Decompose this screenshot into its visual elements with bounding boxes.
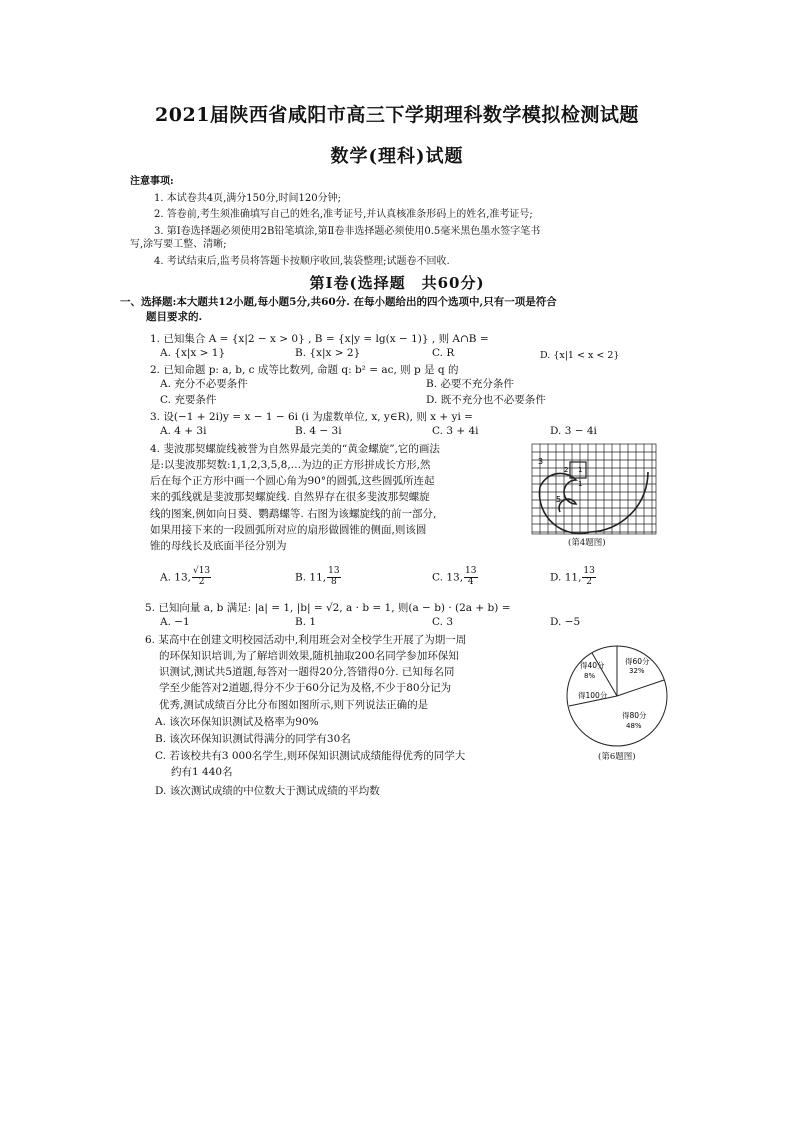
- question-stem: 是:以斐波那契数:1,1,2,3,5,8,…为边的正方形拼成长方形,然: [150, 459, 431, 472]
- option-d: D. 3 − 4i: [550, 425, 597, 438]
- option-a: A. 13, $\frac{√13}{2}$: [160, 566, 211, 587]
- option-d: D. −5: [550, 616, 581, 629]
- part-text: 本大题共12小题,每小题5分,共60分. 在每小题给出的四个选项中,只有一项是符合: [176, 296, 557, 308]
- option-a: A. 该次环保知识测试及格率为90%: [155, 715, 319, 728]
- fig-label: 2: [564, 466, 569, 474]
- question-3: [150, 411, 650, 440]
- option-b: B. 1: [295, 616, 317, 629]
- option-b: B. {x|x > 2}: [295, 347, 361, 360]
- question-6: [145, 634, 565, 798]
- part-intro: [120, 296, 650, 324]
- question-stem: 锥的母线长及底面半径分别为: [150, 539, 287, 552]
- score-pie-chart: [562, 640, 672, 752]
- option-c: C. 充要条件: [160, 394, 217, 407]
- question-4-options: [150, 566, 650, 593]
- option-c: C. R: [432, 347, 455, 360]
- option-a: A. {x|x > 1}: [160, 347, 226, 360]
- option-c-cont: 约有1 440名: [171, 766, 233, 778]
- instruction-item: 写,涂写要工整、清晰;: [130, 239, 227, 250]
- pie-label-100: 得100分: [578, 691, 608, 700]
- question-stem: 3. 设(−1 + 2i)y = x − 1 − 6i (i 为虚数单位, x, y∈R), 则 x + yi =: [150, 411, 473, 423]
- option-b: B. 必要不充分条件: [426, 378, 514, 391]
- question-stem: 如果用接下来的一段圆弧所对应的扇形做圆锥的侧面,则该圆: [150, 523, 427, 536]
- instruction-item: 1. 本试卷共4页,满分150分,时间120分钟;: [154, 192, 341, 204]
- question-2: [150, 364, 650, 409]
- question-stem: 优秀,测试成绩百分比分布图如图所示,则下列说法正确的是: [159, 698, 429, 711]
- pie-pct-60: 32%: [629, 667, 645, 675]
- part-text: 题目要求的.: [146, 311, 203, 324]
- instruction-item: 3. 第Ⅰ卷选择题必须使用2B铅笔填涂,第Ⅱ卷非选择题必须使用0.5毫米黑色墨水签字笔书: [154, 225, 541, 237]
- option-b: B. 该次环保知识测试得满分的同学有30名: [155, 732, 351, 745]
- fig-label: 5: [556, 495, 562, 504]
- pie-pct-80: 48%: [626, 722, 642, 730]
- fibonacci-spiral-figure: [530, 442, 660, 538]
- question-1: [150, 333, 650, 362]
- section-title: 第Ⅰ卷(选择题 共60分): [309, 274, 485, 292]
- page-subtitle: 数学(理科)试题: [330, 146, 464, 167]
- option-a: A. 充分不必要条件: [160, 378, 248, 391]
- option-c: C. 3: [432, 616, 454, 629]
- question-stem: 学至少能答对2道题,得分不少于60分记为及格,不少于80分记为: [159, 682, 452, 695]
- pie-pct-40: 8%: [584, 672, 596, 680]
- question-stem: 1. 已知集合 A = {x|2 − x > 0} , B = {x|y = lg(x − 1)} , 则 A∩B =: [150, 333, 489, 345]
- fig-label: 1: [578, 480, 583, 488]
- question-stem: 线的图案,例如向日葵、鹦鹉螺等. 右图为该螺旋线的前一部分,: [150, 507, 437, 520]
- pie-label-60: 得60分: [625, 657, 650, 666]
- option-a: A. 4 + 3i: [160, 425, 207, 438]
- figure-4-caption: (第4题图): [568, 538, 606, 548]
- question-stem: 5. 已知向量 a, b 满足: |a| = 1, |b| = √2, a · b = 1, 则(a − b) · (2a + b) =: [145, 602, 511, 614]
- instructions-heading: 注意事项:: [130, 176, 174, 187]
- question-4: [150, 443, 520, 553]
- option-a: A. −1: [160, 616, 190, 629]
- question-stem: 4. 斐波那契螺旋线被誉为自然界最完美的“黄金螺旋”,它的画法: [150, 443, 440, 455]
- pie-label-80: 得80分: [622, 711, 647, 720]
- question-stem: 识测试,测试共5道题,每答对一题得20分,答错得0分. 已知每名同: [159, 666, 455, 679]
- figure-6-caption: (第6题图): [598, 752, 636, 762]
- question-5: [145, 602, 645, 631]
- pie-label-40: 得40分: [580, 661, 605, 670]
- fig-label: 3: [538, 457, 544, 466]
- page-title: 2021届陕西省咸阳市高三下学期理科数学模拟检测试题: [155, 104, 639, 126]
- option-b: B. 11, $\frac{13}{8}$: [295, 566, 340, 587]
- option-d: D. 该次测试成绩的中位数大于测试成绩的平均数: [155, 785, 380, 798]
- fig-label: 1: [578, 466, 583, 474]
- question-stem: 6. 某高中在创建文明校园活动中,利用班会对全校学生开展了为期一周: [145, 634, 467, 646]
- question-stem: 后在每个正方形中画一个圆心角为90°的圆弧,这些圆弧所连起: [150, 475, 435, 488]
- option-d: D. {x|1 < x < 2}: [540, 350, 620, 362]
- question-stem: 的环保知识培训,为了解培训效果,随机抽取200名同学参加环保知: [159, 650, 459, 663]
- instruction-item: 2. 答卷前,考生须准确填写自己的姓名,准考证号,并认真核准条形码上的姓名,准考证号;: [154, 209, 533, 220]
- option-d: D. 11, $\frac{13}{2}$: [550, 566, 595, 587]
- option-c: C. 若该校共有3 000名学生,则环保知识测试成绩能得优秀的同学大: [155, 749, 466, 762]
- option-c: C. 3 + 4i: [432, 425, 479, 438]
- option-c: C. 13, $\frac{13}{4}$: [432, 566, 477, 587]
- instructions: [130, 176, 660, 268]
- question-stem: 来的弧线就是斐波那契螺旋线. 自然界存在很多斐波那契螺旋: [150, 491, 430, 504]
- option-d: D. 既不充分也不必要条件: [426, 394, 546, 407]
- instruction-item: 4. 考试结束后,监考员将答题卡按顺序收回,装袋整理;试题卷不回收.: [154, 255, 450, 267]
- option-b: B. 4 − 3i: [295, 425, 342, 438]
- part-label: 一、选择题:: [120, 296, 177, 308]
- question-stem: 2. 已知命题 p: a, b, c 成等比数列, 命题 q: b² = ac, 则 p 是 q 的: [150, 364, 459, 376]
